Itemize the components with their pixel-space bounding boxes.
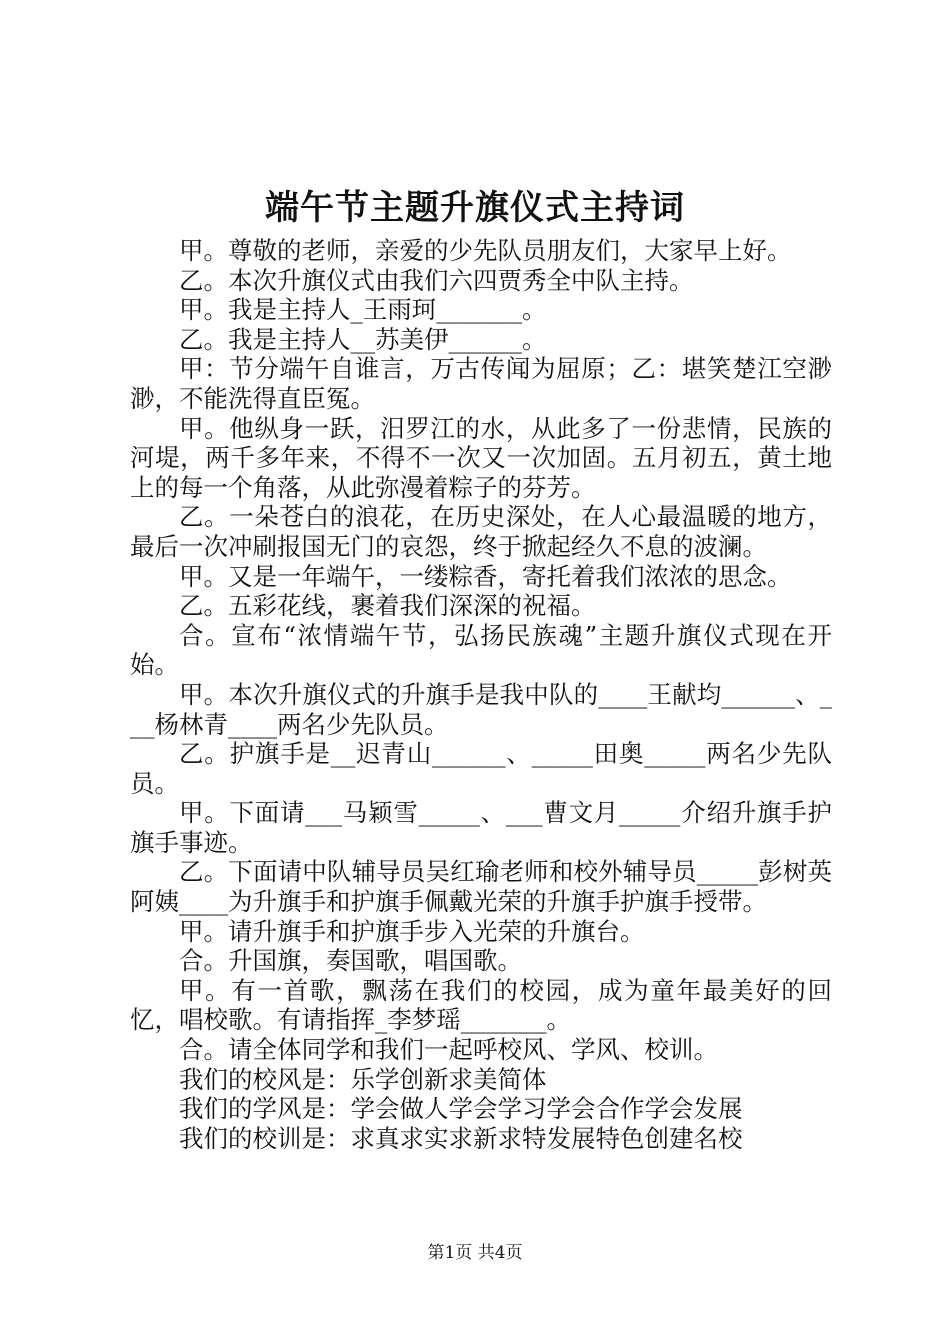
- paragraph: 乙。护旗手是__迟青山______、_____田奥_____两名少先队员。: [130, 739, 832, 798]
- paragraph: 甲。下面请___马颖雪_____、___曹文月_____介绍升旗手护旗手事迹。: [130, 798, 832, 857]
- paragraph: 我们的校训是：求真求实求新求特发展特色创建名校: [179, 1123, 743, 1153]
- paragraph: 乙。本次升旗仪式由我们六四贾秀全中队主持。: [179, 265, 694, 295]
- paragraph: 甲。请升旗手和护旗手步入光荣的升旗台。: [179, 916, 645, 946]
- paragraph: 我们的学风是：学会做人学会学习学会合作学会发展: [179, 1094, 743, 1124]
- page-footer: 第1页 共4页: [427, 1243, 523, 1263]
- paragraph: 乙。我是主持人__苏美伊______。: [179, 324, 547, 354]
- paragraph: 合。请全体同学和我们一起呼校风、学风、校训。: [179, 1035, 718, 1065]
- page-title: 端午节主题升旗仪式主持词: [265, 188, 685, 228]
- document-body: [130, 236, 832, 1153]
- paragraph: 甲。尊敬的老师，亲爱的少先队员朋友们，大家早上好。: [179, 236, 792, 265]
- paragraph: 甲：节分端午自谁言，万古传闻为屈原；乙：堪笑楚江空渺渺，不能洗得直臣冤。: [130, 354, 832, 413]
- paragraph: 甲。又是一年端午，一缕粽香，寄托着我们浓浓的思念。: [179, 561, 792, 591]
- paragraph: 甲。他纵身一跃，汨罗江的水，从此多了一份悲情，民族的河堤，两千多年来，不得不一次又一次加固。五月初五，黄土地上的每一个角落，从此弥漫着粽子的芬芳。: [130, 413, 832, 502]
- paragraph: 乙。五彩花线，裹着我们深深的祝福。: [179, 591, 596, 621]
- paragraph: 合。宣布“浓情端午节，弘扬民族魂”主题升旗仪式现在开始。: [130, 620, 832, 680]
- paragraph: 合。升国旗，奏国歌，唱国歌。: [179, 946, 522, 976]
- paragraph: 乙。下面请中队辅导员吴红瑜老师和校外辅导员_____彭树英阿姨____为升旗手和护旗手佩戴光荣的升旗手护旗手授带。: [130, 857, 832, 917]
- paragraph: 乙。一朵苍白的浪花，在历史深处，在人心最温暖的地方，最后一次冲刷报国无门的哀怨，终于掀起经久不息的波澜。: [130, 502, 832, 561]
- paragraph: 甲。我是主持人_王雨珂_______。: [179, 295, 547, 325]
- paragraph: 甲。本次升旗仪式的升旗手是我中队的____王献均______、___杨林青____两名少先队员。: [130, 679, 832, 739]
- paragraph: 甲。有一首歌，飘荡在我们的校园，成为童年最美好的回忆，唱校歌。有请指挥_李梦瑶_______。: [130, 975, 832, 1035]
- paragraph: 我们的校风是：乐学创新求美简体: [179, 1064, 547, 1094]
